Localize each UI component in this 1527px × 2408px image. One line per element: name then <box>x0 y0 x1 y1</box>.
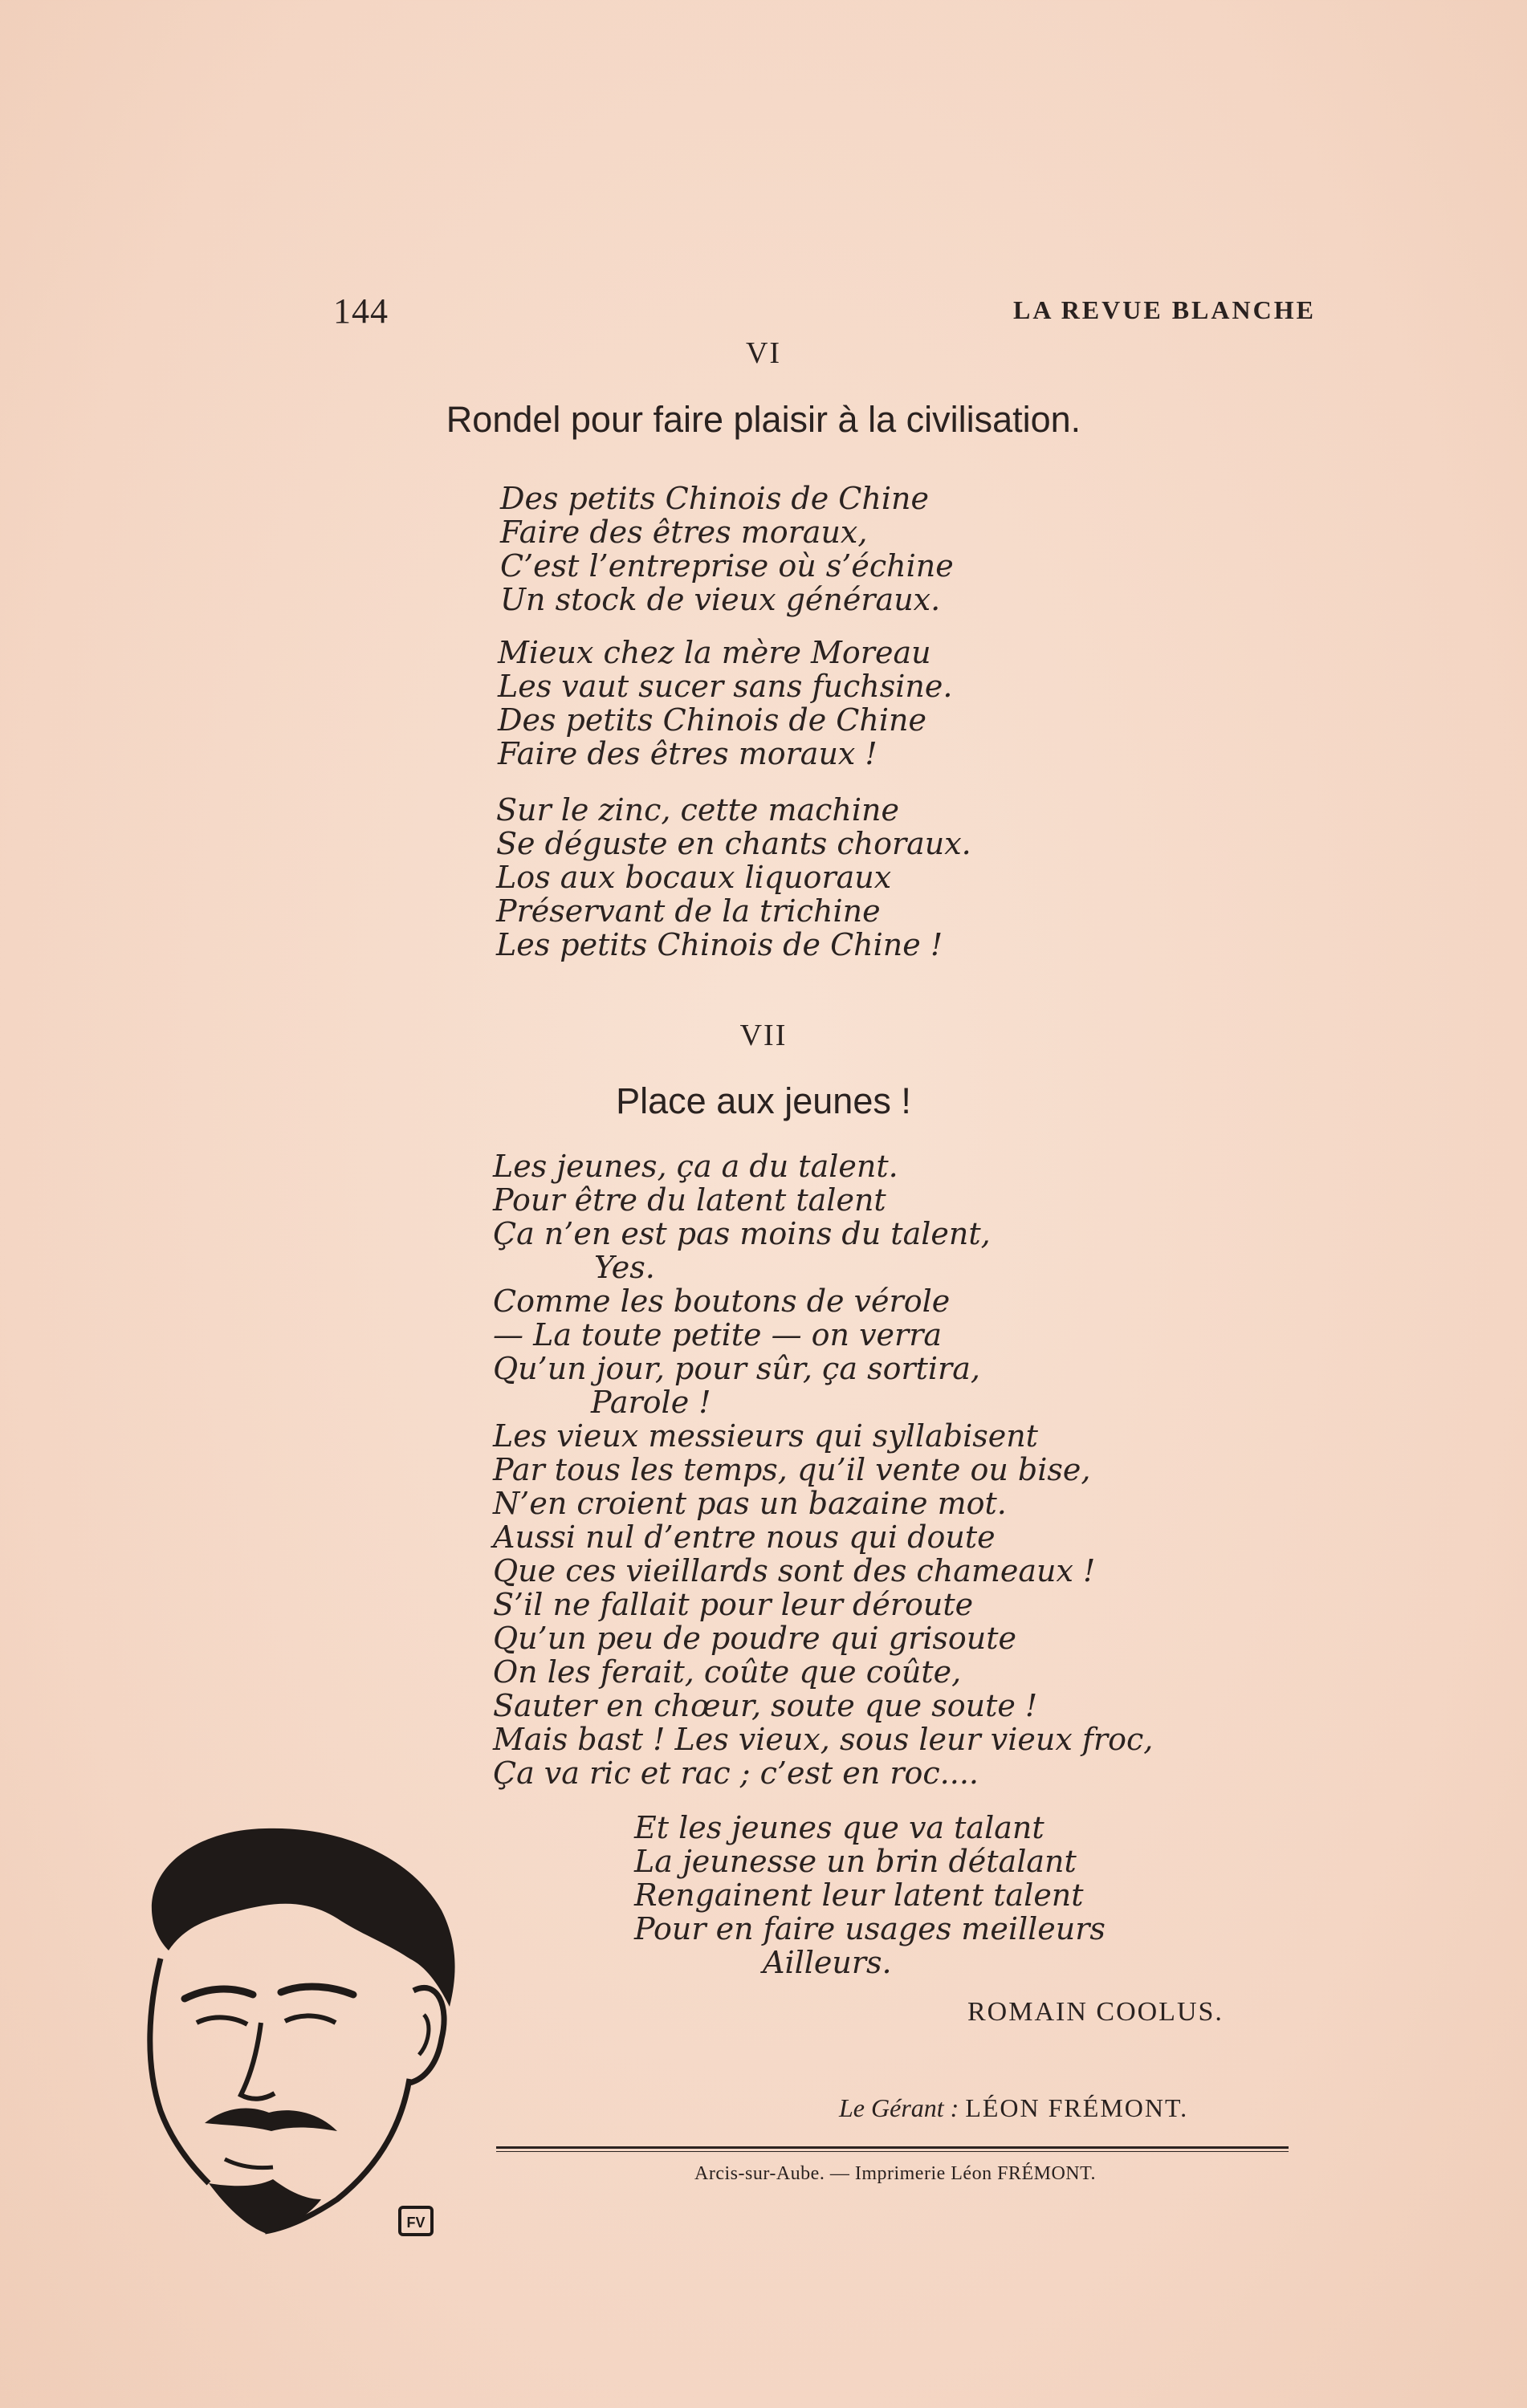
printer-imprint: Arcis-sur-Aube. — Imprimerie Léon FRÉMONT. <box>694 2163 1096 2184</box>
verse-line: Ça va ric et rac ; c’est en roc.... <box>493 1755 979 1791</box>
verse-line: Sur le zinc, cette machine <box>496 792 899 828</box>
verse-line: Comme les boutons de vérole <box>493 1283 951 1319</box>
verse-line: On les ferait, coûte que coûte, <box>493 1654 962 1690</box>
verse-line: S’il ne fallait pour leur déroute <box>493 1587 974 1622</box>
section-number-vi: VI <box>745 336 782 370</box>
poem-vi-stanza-3 <box>496 793 971 962</box>
verse-line: Aussi nul d’entre nous qui doute <box>493 1519 996 1555</box>
verse-line: N’en croient pas un bazaine mot. <box>493 1486 1007 1521</box>
portrait-illustration <box>120 1822 474 2255</box>
running-title: LA REVUE BLANCHE <box>1013 295 1316 324</box>
verse-line: Les jeunes, ça a du talent. <box>493 1149 898 1184</box>
verse-line: Yes. <box>594 1250 655 1285</box>
verse-line: — La toute petite — on verra <box>493 1317 943 1352</box>
verse-line: La jeunesse un brin détalant <box>634 1844 1077 1879</box>
verse-line: Les vaut sucer sans fuchsine. <box>498 669 953 704</box>
verse-line: Qu’un jour, pour sûr, ça sortira, <box>493 1351 980 1386</box>
verse-line: Des petits Chinois de Chine <box>498 702 926 738</box>
verse-line: Los aux bocaux liquoraux <box>496 860 892 895</box>
section-number-vii: VII <box>739 1019 788 1052</box>
verse-line: Les petits Chinois de Chine ! <box>496 927 943 962</box>
verse-line: Parole ! <box>591 1385 711 1420</box>
verse-line: Préservant de la trichine <box>496 893 881 929</box>
verse-line: Un stock de vieux généraux. <box>500 582 941 617</box>
poem-vii-stanza-1 <box>493 1149 1153 1790</box>
verse-line: Par tous les temps, qu’il vente ou bise, <box>493 1452 1091 1487</box>
verse-line: Pour en faire usages meilleurs <box>634 1911 1106 1946</box>
portrait-woodcut <box>120 1822 474 2259</box>
verse-line: Que ces vieillards sont des chameaux ! <box>493 1553 1096 1588</box>
verse-line: Sauter en chœur, soute que soute ! <box>493 1688 1038 1723</box>
verse-line: Qu’un peu de poudre qui grisoute <box>493 1621 1017 1656</box>
verse-line: Et les jeunes que va talant <box>634 1810 1044 1845</box>
gerant-label: Le Gérant : <box>839 2093 959 2122</box>
footer-rule-thin <box>496 2151 1289 2152</box>
verse-line: Des petits Chinois de Chine <box>500 481 929 516</box>
gerant-line <box>839 2093 1188 2123</box>
page-number: 144 <box>333 291 389 331</box>
verse-line: Les vieux messieurs qui syllabisent <box>493 1418 1038 1454</box>
artist-monogram: FV <box>406 2215 426 2231</box>
verse-line: Mieux chez la mère Moreau <box>498 635 931 670</box>
verse-line: C’est l’entreprise où s’échine <box>500 548 954 584</box>
poem-vii-stanza-2 <box>634 1811 1106 1979</box>
verse-line: Rengainent leur latent talent <box>634 1877 1084 1913</box>
poem-vi-stanza-2 <box>498 636 952 771</box>
verse-line: Faire des êtres moraux, <box>500 515 868 550</box>
verse-line: Se déguste en chants choraux. <box>496 826 971 861</box>
verse-line: Faire des êtres moraux ! <box>498 736 878 771</box>
verse-line: Pour être du latent talent <box>493 1182 886 1218</box>
verse-line: Mais bast ! Les vieux, sous leur vieux froc, <box>493 1722 1154 1757</box>
footer-rule <box>496 2146 1289 2149</box>
section-title-vii: Place aux jeunes ! <box>616 1080 911 1121</box>
gerant-name: LÉON FRÉMONT. <box>965 2093 1189 2122</box>
section-title-vi: Rondel pour faire plaisir à la civilisation. <box>446 399 1081 440</box>
author-signature: ROMAIN COOLUS. <box>967 1997 1224 2027</box>
poem-vi-stanza-1 <box>500 482 954 616</box>
verse-line: Ça n’en est pas moins du talent, <box>493 1216 991 1251</box>
verse-line: Ailleurs. <box>763 1945 892 1980</box>
